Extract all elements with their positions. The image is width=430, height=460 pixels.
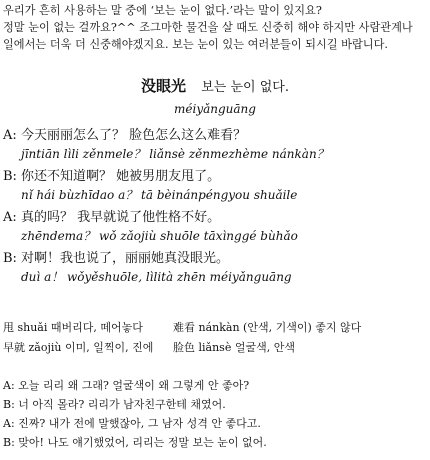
intro-line: 정말 눈이 없는 걸까요?^^ 조그마한 물건을 살 때도 신중히 해야 하지만 사람관계나 bbox=[3, 21, 413, 34]
vocab-entry: 早就 zǎojiù 이미, 일찍이, 진에 bbox=[3, 341, 154, 354]
dialogue-chinese: 对啊！我也说了，丽丽她真没眼光。 bbox=[21, 251, 230, 266]
lesson-title bbox=[0, 75, 430, 96]
speaker-label: A: bbox=[3, 128, 17, 143]
dialogue-chinese: 今天丽丽怎么了？ 脸色怎么这么难看？ bbox=[21, 128, 247, 143]
vocab-row bbox=[3, 338, 429, 358]
dialogue-pinyin: nǐ hái bùzhīdao a？ tā bèinánpéngyou shuǎile bbox=[21, 188, 298, 202]
translation-line: A: 진짜? 내가 전에 말했잖아, 그 남자 성격 안 좋다고. bbox=[3, 417, 261, 430]
dialogue-line bbox=[3, 126, 429, 167]
translation-block bbox=[3, 376, 429, 452]
vocabulary-list bbox=[3, 318, 429, 358]
translation-line: B: 맞아! 나도 얘기했었어, 리리는 정말 보는 눈이 없어. bbox=[3, 436, 267, 449]
intro-line: 일에서는 더욱 더 신중해야겠지요. 보는 눈이 있는 여러분들이 되시길 바랍니다. bbox=[3, 38, 388, 51]
dialogue-pinyin: duì a！ wǒyěshuōle, lìlità zhēn méiyǎnguāng bbox=[21, 270, 292, 284]
translation-line: B: 너 아직 몰라? 리리가 남자친구한테 채였어. bbox=[3, 398, 226, 411]
intro-line: 우리가 흔히 사용하는 말 중에 ‘보는 눈이 없다.’라는 말이 있지요? bbox=[3, 4, 322, 17]
dialogue-line bbox=[3, 249, 429, 290]
title-chinese: 没眼光 bbox=[141, 77, 187, 95]
speaker-label: A: bbox=[3, 210, 17, 225]
intro-paragraph bbox=[3, 2, 429, 53]
title-korean: 보는 눈이 없다. bbox=[201, 80, 289, 95]
dialogue-chinese: 真的吗？ 我早就说了他性格不好。 bbox=[21, 210, 221, 225]
dialogue-chinese: 你还不知道啊？ 她被男朋友甩了。 bbox=[21, 169, 221, 184]
vocab-entry: 甩 shuǎi 때버리다, 떼어놓다 bbox=[3, 321, 143, 334]
vocab-entry: 难看 nánkàn (안색, 기색이) 좋지 않다 bbox=[173, 321, 362, 334]
dialogue-line bbox=[3, 208, 429, 249]
dialogue-pinyin: jīntiān lìli zěnmele？ liǎnsè zěnmezhème nánkàn？ bbox=[21, 147, 329, 161]
vocab-row bbox=[3, 318, 429, 338]
dialogue-pinyin: zhēndema？ wǒ zǎojiù shuōle tāxìnggé bùhǎo bbox=[21, 229, 298, 243]
speaker-label: B: bbox=[3, 169, 17, 184]
dialogue bbox=[3, 126, 429, 290]
dialogue-line bbox=[3, 167, 429, 208]
speaker-label: B: bbox=[3, 251, 17, 266]
translation-line: A: 오늘 리리 왜 그래? 얼굴색이 왜 그렇게 안 좋아? bbox=[3, 379, 250, 392]
title-pinyin: méiyǎnguāng bbox=[174, 102, 256, 116]
vocab-entry: 脸色 liǎnsè 얼굴색, 안색 bbox=[173, 341, 295, 354]
